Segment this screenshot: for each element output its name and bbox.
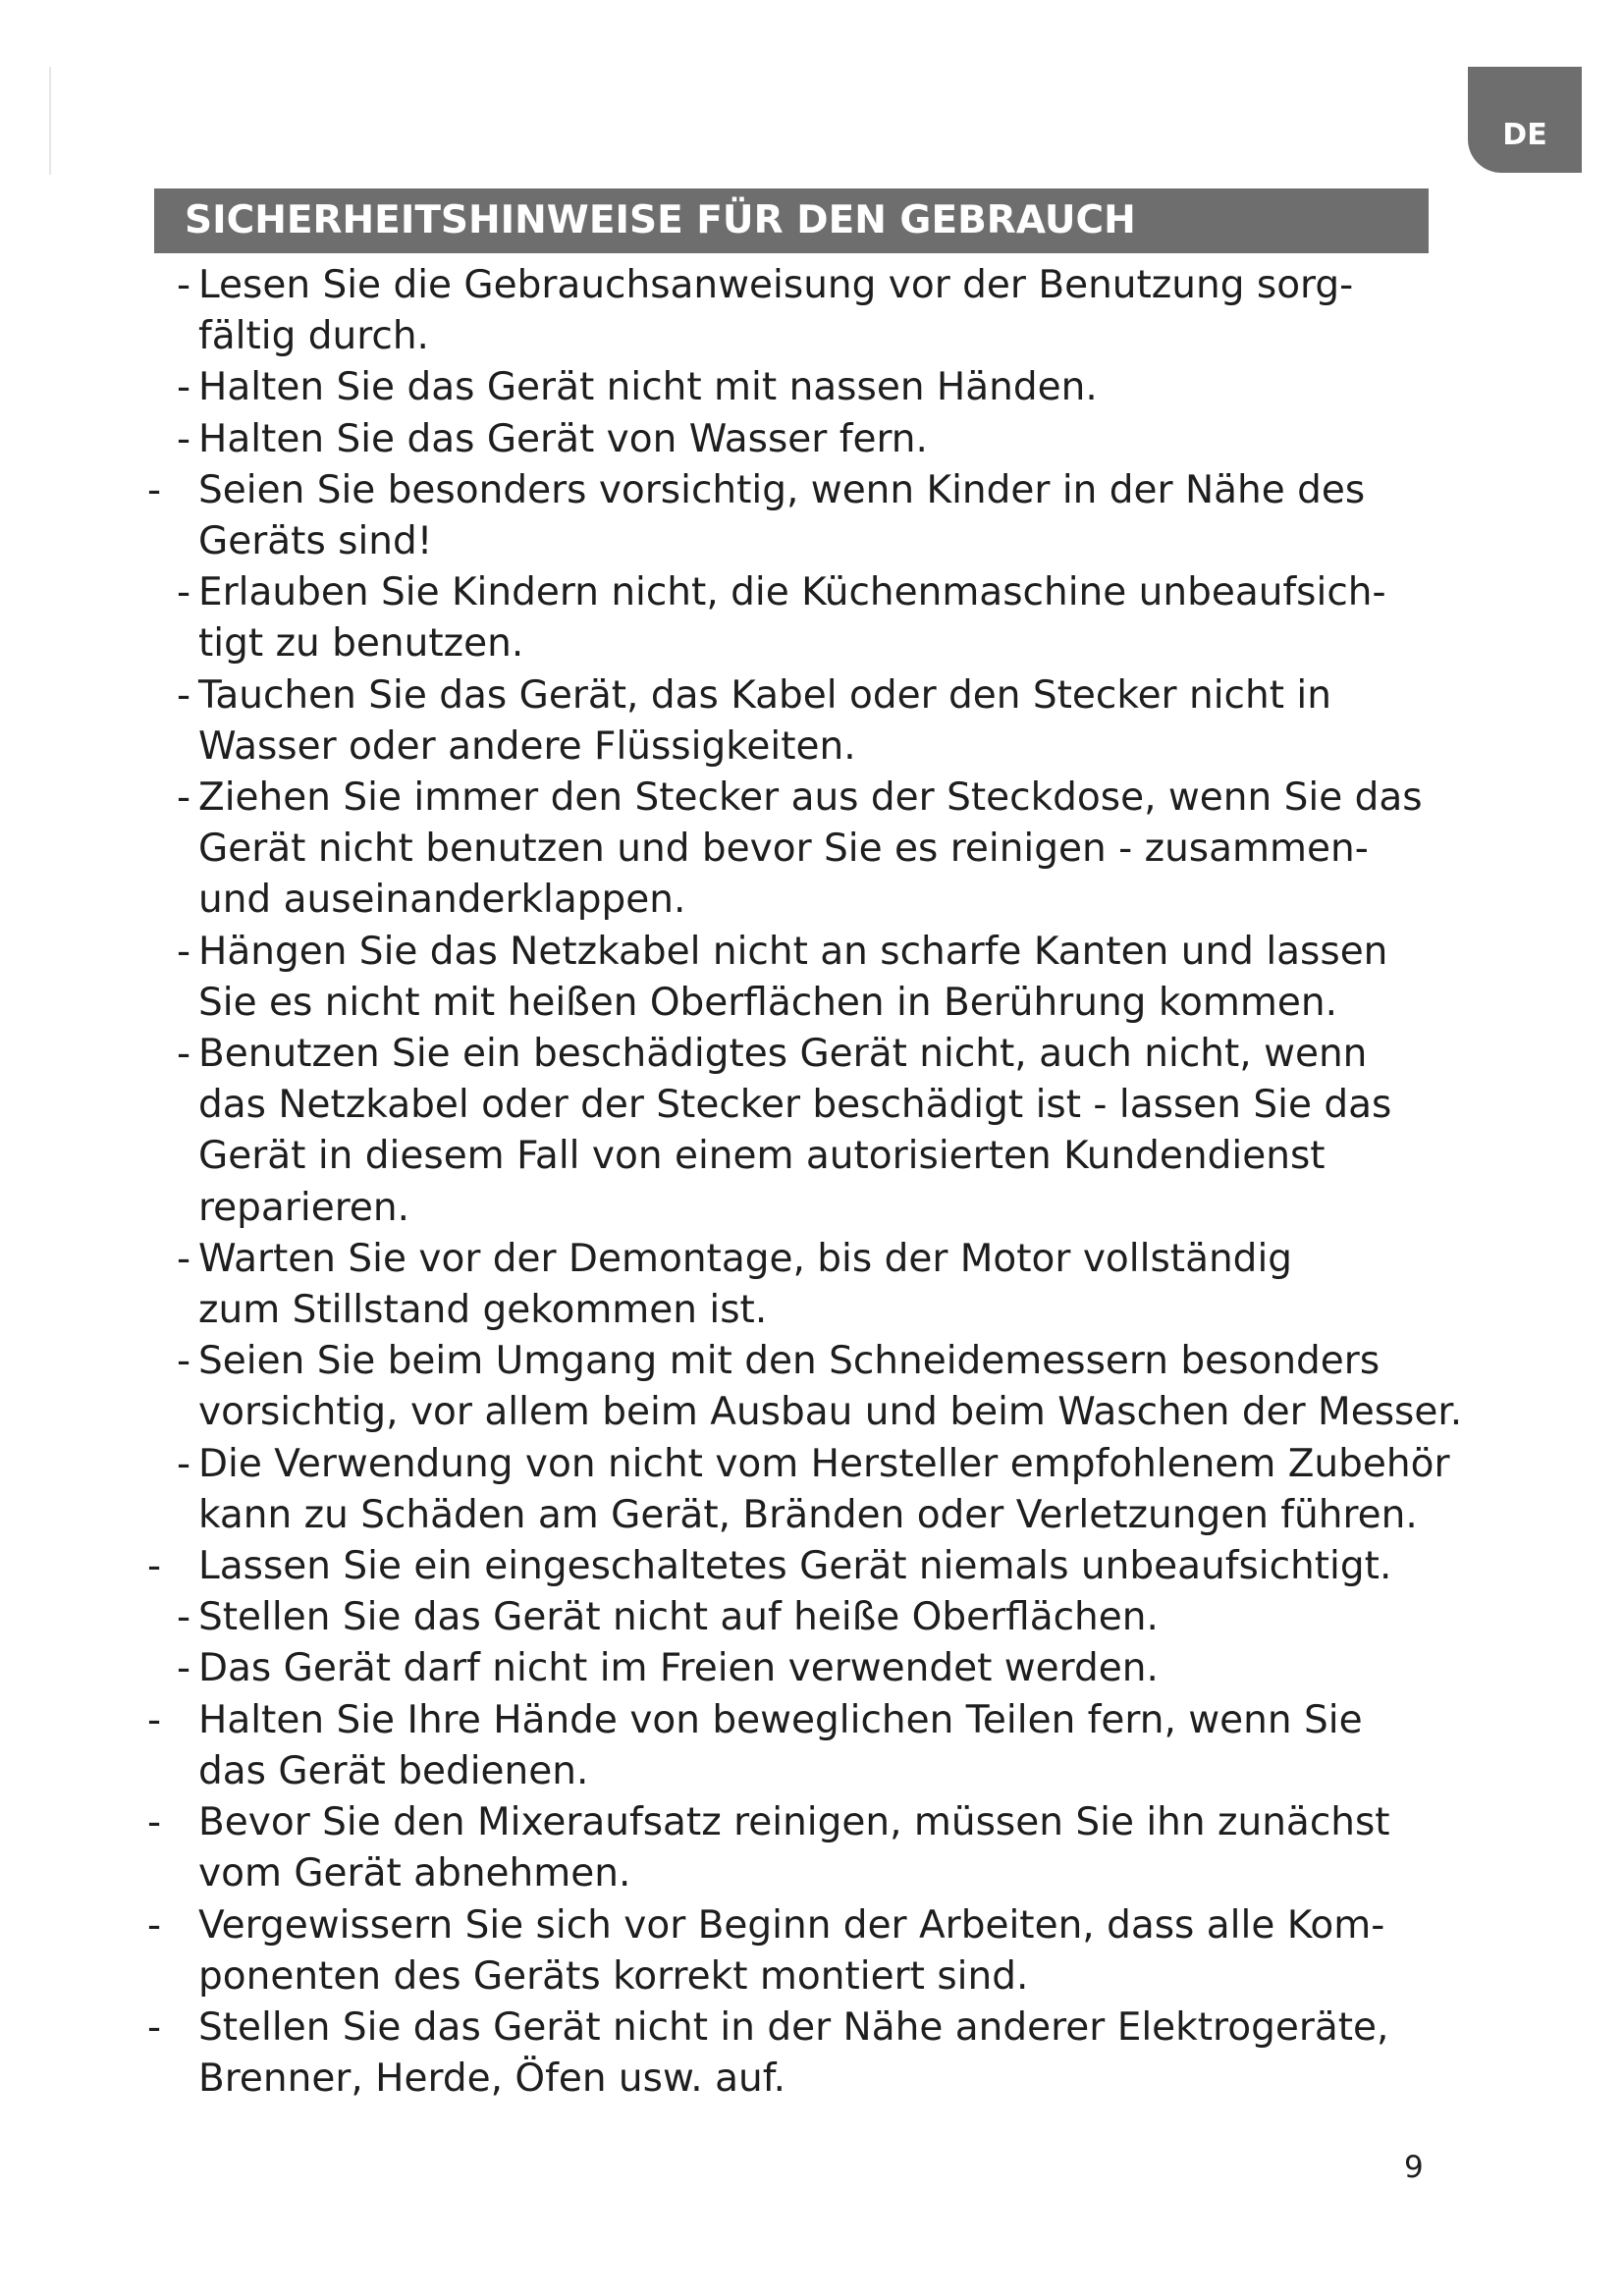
item-text-line: Lassen Sie ein eingeschaltetes Gerät niemals unbeaufsichtigt. (198, 1544, 1392, 1589)
item-text-line: Seien Sie besonders vorsichtig, wenn Kinder in der Nähe des (198, 467, 1366, 512)
list-item (147, 1900, 1463, 2002)
page-number: 9 (1404, 2150, 1424, 2185)
list-item (147, 1643, 1463, 1694)
section-title: SICHERHEITSHINWEISE FÜR DEN GEBRAUCH (154, 188, 1429, 253)
item-text-line: tigt zu benutzen. (198, 621, 524, 667)
item-text-line: das Gerät bedienen. (198, 1748, 589, 1793)
item-text-line: vom Gerät abnehmen. (198, 1851, 631, 1896)
item-text-line: Vergewissern Sie sich vor Beginn der Arbeiten, dass alle Kom- (198, 1902, 1385, 1948)
item-text-line: zum Stillstand gekommen ist. (198, 1288, 768, 1333)
item-text-line: Benutzen Sie ein beschädigtes Gerät nicht, auch nicht, wenn (198, 1032, 1368, 1077)
item-text-line: Stellen Sie das Gerät nicht in der Nähe anderer Elektrogeräte, (198, 2004, 1389, 2050)
bullet-dash: - (177, 416, 191, 461)
item-text-line: fältig durch. (198, 314, 429, 359)
bullet-dash: - (177, 775, 191, 821)
item-text-line: Halten Sie das Gerät nicht mit nassen Händen. (198, 365, 1098, 410)
item-text-line: kann zu Schäden am Gerät, Bränden oder Verletzungen führen. (198, 1492, 1418, 1537)
item-text-line: Die Verwendung von nicht vom Hersteller empfohlenem Zubehör (198, 1441, 1450, 1486)
item-text-line: Seien Sie beim Umgang mit den Schneidemessern besonders (198, 1339, 1380, 1384)
item-text-line: Gerät nicht benutzen und bevor Sie es reinigen - zusammen- (198, 827, 1369, 872)
item-text-line: Halten Sie Ihre Hände von beweglichen Teilen fern, wenn Sie (198, 1697, 1363, 1742)
language-tab: DE (1468, 67, 1582, 173)
item-text-line: reparieren. (198, 1185, 409, 1230)
item-text-line: das Netzkabel oder der Stecker beschädigt ist - lassen Sie das (198, 1083, 1392, 1128)
list-item (147, 2002, 1463, 2105)
list-item (147, 414, 1463, 465)
list-item (147, 773, 1463, 927)
bullet-dash: - (147, 2004, 162, 2050)
bullet-dash: - (177, 1595, 191, 1640)
item-text-line: Warten Sie vor der Demontage, bis der Motor vollständig (198, 1236, 1293, 1281)
bullet-dash: - (177, 1236, 191, 1281)
item-text-line: Wasser oder andere Flüssigkeiten. (198, 723, 856, 769)
list-item (147, 1592, 1463, 1643)
list-item (147, 1336, 1463, 1438)
item-text-line: Sie es nicht mit heißen Oberflächen in Berührung kommen. (198, 980, 1337, 1025)
list-item (147, 1234, 1463, 1336)
list-item (147, 927, 1463, 1029)
item-text-line: Ziehen Sie immer den Stecker aus der Steckdose, wenn Sie das (198, 775, 1423, 821)
item-text-line: und auseinanderklappen. (198, 878, 686, 923)
list-item (147, 1695, 1463, 1797)
list-item (147, 1541, 1463, 1592)
item-text-line: Geräts sind! (198, 519, 433, 564)
bullet-dash: - (177, 672, 191, 718)
bullet-dash: - (147, 1902, 162, 1948)
bullet-dash: - (147, 1697, 162, 1742)
bullet-dash: - (177, 1646, 191, 1691)
item-text-line: Tauchen Sie das Gerät, das Kabel oder den Stecker nicht in (198, 672, 1331, 718)
bullet-dash: - (177, 1032, 191, 1077)
item-text-line: Halten Sie das Gerät von Wasser fern. (198, 416, 928, 461)
bullet-dash: - (177, 1441, 191, 1486)
bullet-dash: - (177, 1339, 191, 1384)
item-text-line: Das Gerät darf nicht im Freien verwendet werden. (198, 1646, 1159, 1691)
list-item (147, 362, 1463, 413)
item-text-line: ponenten des Geräts korrekt montiert sind. (198, 1953, 1029, 1999)
bullet-dash: - (177, 365, 191, 410)
list-item (147, 1439, 1463, 1541)
item-text-line: Brenner, Herde, Öfen usw. auf. (198, 2056, 785, 2102)
list-item (147, 260, 1463, 362)
bullet-dash: - (147, 467, 162, 512)
list-item (147, 465, 1463, 567)
item-text-line: Erlauben Sie Kindern nicht, die Küchenmaschine unbeaufsich- (198, 570, 1386, 615)
page-margin-line (49, 67, 51, 175)
list-item (147, 567, 1463, 669)
list-item (147, 1029, 1463, 1234)
bullet-dash: - (177, 263, 191, 307)
list-item (147, 670, 1463, 773)
item-text-line: Hängen Sie das Netzkabel nicht an scharfe Kanten und lassen (198, 929, 1388, 974)
bullet-dash: - (147, 1800, 162, 1845)
item-text-line: Gerät in diesem Fall von einem autorisierten Kundendienst (198, 1134, 1326, 1179)
item-text-line: Bevor Sie den Mixeraufsatz reinigen, müssen Sie ihn zunächst (198, 1800, 1390, 1845)
bullet-dash: - (177, 929, 191, 974)
item-text-line: Stellen Sie das Gerät nicht auf heiße Oberflächen. (198, 1595, 1159, 1640)
safety-instructions-list (147, 260, 1463, 2105)
item-text-line: Lesen Sie die Gebrauchsanweisung vor der Benutzung sorg- (198, 263, 1354, 307)
item-text-line: vorsichtig, vor allem beim Ausbau und beim Waschen der Messer. (198, 1390, 1463, 1435)
bullet-dash: - (147, 1544, 162, 1589)
bullet-dash: - (177, 570, 191, 615)
list-item (147, 1797, 1463, 1899)
